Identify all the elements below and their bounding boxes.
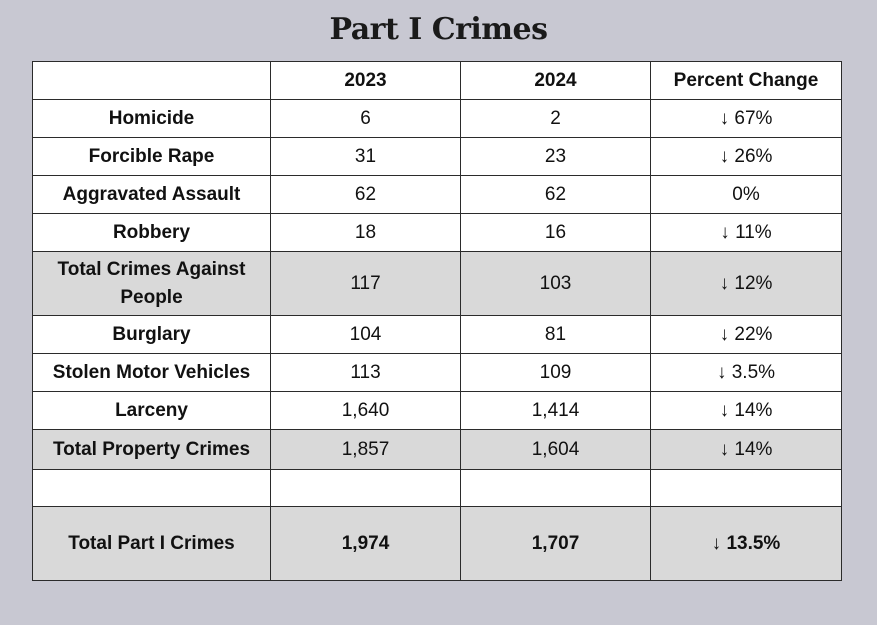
- cell-2023: 62: [271, 176, 461, 214]
- blank-row: [33, 470, 842, 507]
- cell-2024: [461, 470, 651, 507]
- cell-change: 0%: [651, 176, 842, 214]
- cell-2023: [271, 470, 461, 507]
- page-title: Part I Crimes: [329, 12, 548, 47]
- cell-2024: 1,604: [461, 430, 651, 470]
- cell-2024: 81: [461, 316, 651, 354]
- header-cell-2023: 2023: [271, 62, 461, 100]
- table-row: [33, 316, 842, 354]
- table-row: [33, 354, 842, 392]
- row-label: Larceny: [33, 392, 271, 430]
- row-label: Burglary: [33, 316, 271, 354]
- cell-change: [651, 470, 842, 507]
- cell-2023: 18: [271, 214, 461, 252]
- row-label: Total Crimes Against People: [33, 252, 271, 316]
- row-label: Robbery: [33, 214, 271, 252]
- cell-2024: 1,707: [461, 507, 651, 581]
- grand-total-row: [33, 507, 842, 581]
- cell-2024: 109: [461, 354, 651, 392]
- cell-2024: 23: [461, 138, 651, 176]
- cell-2023: 104: [271, 316, 461, 354]
- row-label: Aggravated Assault: [33, 176, 271, 214]
- row-label: Homicide: [33, 100, 271, 138]
- table-row: [33, 214, 842, 252]
- cell-change: ↓ 14%: [651, 430, 842, 470]
- subtotal-row: [33, 430, 842, 470]
- table-row: [33, 392, 842, 430]
- cell-2023: 117: [271, 252, 461, 316]
- cell-change: ↓ 67%: [651, 100, 842, 138]
- cell-change: ↓ 11%: [651, 214, 842, 252]
- cell-2024: 103: [461, 252, 651, 316]
- cell-2023: 6: [271, 100, 461, 138]
- cell-2024: 1,414: [461, 392, 651, 430]
- header-cell-category: [33, 62, 271, 100]
- cell-2023: 1,857: [271, 430, 461, 470]
- row-label: Stolen Motor Vehicles: [33, 354, 271, 392]
- cell-2023: 1,974: [271, 507, 461, 581]
- cell-2023: 31: [271, 138, 461, 176]
- table-header-row: [33, 62, 842, 100]
- row-label: Total Property Crimes: [33, 430, 271, 470]
- cell-change: ↓ 14%: [651, 392, 842, 430]
- header-cell-2024: 2024: [461, 62, 651, 100]
- cell-change: ↓ 3.5%: [651, 354, 842, 392]
- cell-change: ↓ 12%: [651, 252, 842, 316]
- cell-2024: 16: [461, 214, 651, 252]
- table-row: [33, 100, 842, 138]
- row-label: Total Part I Crimes: [33, 507, 271, 581]
- cell-change: ↓ 22%: [651, 316, 842, 354]
- cell-2023: 1,640: [271, 392, 461, 430]
- cell-2023: 113: [271, 354, 461, 392]
- cell-change: ↓ 26%: [651, 138, 842, 176]
- cell-2024: 62: [461, 176, 651, 214]
- subtotal-row: [33, 252, 842, 316]
- row-label: [33, 470, 271, 507]
- cell-2024: 2: [461, 100, 651, 138]
- row-label: Forcible Rape: [33, 138, 271, 176]
- cell-change: ↓ 13.5%: [651, 507, 842, 581]
- crime-table: [32, 61, 842, 581]
- header-cell-percent-change: Percent Change: [651, 62, 842, 100]
- table-row: [33, 138, 842, 176]
- table-row: [33, 176, 842, 214]
